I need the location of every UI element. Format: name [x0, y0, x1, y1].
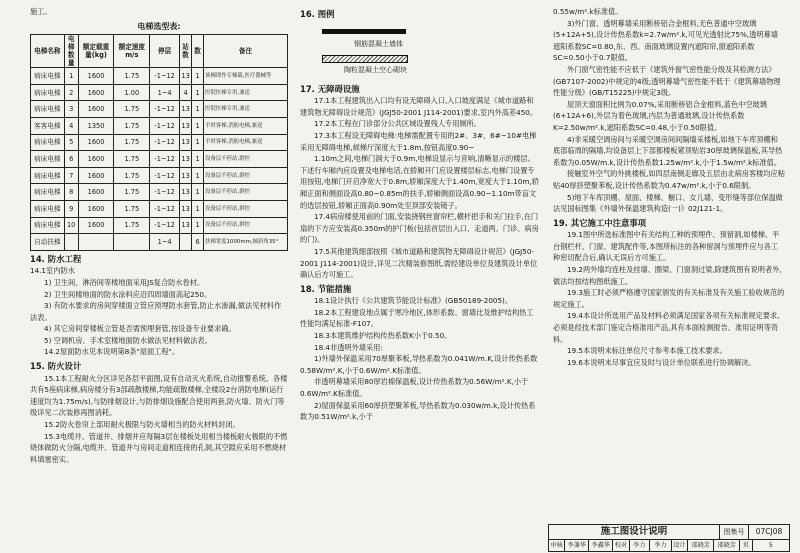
paragraph: 屋顶天窗面积比例为0.07%,采用断桥铝合金框料,蓝色中空玻璃(6+12A+6),外层为着色玻璃,内层为普通玻璃,设计传热系数K=2.50w/m².k,遮阳系数SC=0.48,小于0.50限值。: [553, 99, 767, 132]
table-row: [31, 84, 288, 101]
table-cell: 1.75: [114, 117, 150, 134]
table-cell: -1~12: [150, 200, 180, 217]
paragraph: 1) 卫生间、淋浴间等楼地面采用JS复合防水卷材。: [44, 277, 205, 287]
energy-continued-body: [553, 6, 785, 215]
table-cell: 设备层不停站,群控: [204, 217, 288, 234]
table-cell: 该梯即作专梯载,医疗器械等: [204, 68, 288, 85]
section-18-title: 18. 节能措施: [300, 283, 352, 294]
paragraph: 15.3电缆井、管道井、排烟井应每隔3层在楼板处用相当楼板耐火极限的不燃烧体做防火分隔,电缆井、管道井与房间走道相连接的孔洞,其空隙应采用不燃烧材料填塞密实。: [30, 431, 288, 464]
signature-cell: 页: [740, 540, 753, 551]
section-19-title: 19. 其它施工中注意事项: [553, 217, 647, 228]
table-cell: -1~12: [150, 167, 180, 184]
table-cell: 1: [192, 101, 204, 118]
table-cell: 1.75: [114, 200, 150, 217]
table-cell: 1.75: [114, 134, 150, 151]
table-row: [31, 101, 288, 118]
section-15-title: 15. 防火设计: [30, 361, 82, 372]
signature-cell: 邵晓芳: [688, 540, 714, 551]
signature-cell: 邵晓芳: [714, 540, 740, 551]
paragraph: 3)外门窗、透明幕墙采用断桥铝合金框料,无色普通中空玻璃(5+12A+5),设计传热系数k=2.7w/m².k,可见光透射比75%,透明幕墙遮阳系数SC=0.80,东、西、南面玻璃设置内遮阳帘,窗遮阳系数SC=0.50小于0.7限值。: [553, 18, 778, 63]
paragraph: 15.1本工程耐火分区详见各层平面图,设有自动灭火系统,自动报警系统。各楼共有5座病床梯,病房楼分有3部疏散楼梯,均能疏散楼梯,全楼设2台消防电梯(运行速度均为1.75m/s),与防排烟设计,与防排烟设施配合使用两套,防火墙、防火门等级详见二次装修再图消耗。: [30, 373, 288, 418]
left-column: [30, 6, 288, 465]
table-cell: 1: [192, 200, 204, 217]
table-row: [31, 134, 288, 151]
section-17-body: [300, 95, 540, 281]
table-row: [31, 200, 288, 217]
paragraph: 19.2两外墙均连柱及挂墙、圈梁、门窗洞过梁,除建筑图有说明者外,做法均按结构图纸施工。: [553, 265, 782, 286]
table-cell: 1600: [78, 200, 114, 217]
table-cell: 1600: [78, 151, 114, 168]
table-cell: 平时客梯,消防电梯,兼送: [204, 134, 288, 151]
table-cell: 设备层不停站,群控: [204, 167, 288, 184]
table-cell: 设备层不停站,群控: [204, 184, 288, 201]
table-cell: [78, 234, 114, 251]
table-header-cell: 电梯数量: [64, 35, 78, 68]
atlas-label: 图集号: [720, 525, 749, 540]
lead-text: 施工。: [30, 7, 52, 16]
table-cell: 1~4: [150, 84, 180, 101]
paragraph: 3) 有防水要求的房间穿楼面立管应预埋防水套管,防止水渗漏,做法见材料作法表。: [30, 301, 282, 322]
section-15-body: [30, 373, 288, 466]
paragraph: 14.1室内防水: [30, 266, 75, 276]
table-cell: 病床电梯: [31, 167, 65, 184]
table-row: [31, 68, 288, 85]
table-cell: 13: [180, 134, 192, 151]
table-cell: 设备层不停站,群控: [204, 151, 288, 168]
paragraph: 15.2防火卷帘上部用耐火极限与防火墙相当的防火材料封闭。: [44, 420, 240, 430]
table-cell: 扶梯宽度1000mm,倾斜角35°: [204, 234, 288, 251]
paragraph: 5) 空调机房、手术室楼地面防水做法见材料做法表。: [44, 335, 212, 345]
table-cell: 1: [192, 117, 204, 134]
table-cell: 自动扶梯: [31, 234, 65, 251]
table-cell: 1.75: [114, 68, 150, 85]
legend-label-concrete: 钢筋混凝土墙体: [354, 39, 403, 48]
table-cell: 13: [180, 200, 192, 217]
block-wall-swatch: [322, 55, 408, 63]
paragraph: 1.10m之间,电梯门洞大于0.9m,电梯设显示与音响,清晰显示的楼层。下述行车厢内应设置及电梯电话,在轿厢开门应设置楼层标志,电梯门设置专用按钮,电梯门开启净宽大于0.8m,轿厢深度大于1.40m,宽度大于1.10m,轿厢正面和侧面设高0.80~0.85m的扶手,轿厢侧面设高0.90~1.10m带盲文的选层按钮,轿厢正面高0.90m处至顶部安装镜子。: [300, 154, 539, 210]
table-cell: 1~4: [150, 234, 180, 251]
table-cell: 1.75: [114, 184, 150, 201]
table-cell: 医院医梯专用,兼送: [204, 84, 288, 101]
table-cell: 2: [64, 84, 78, 101]
signature-cell: 李力: [630, 540, 650, 551]
table-row: [31, 234, 288, 251]
table-cell: 1: [192, 84, 204, 101]
signature-cell: 设计: [672, 540, 688, 551]
table-row: [31, 217, 288, 234]
table-cell: 13: [180, 217, 192, 234]
table-cell: [180, 234, 192, 251]
signature-row: [549, 540, 789, 551]
right-column: [553, 6, 785, 368]
table-cell: -1~12: [150, 68, 180, 85]
atlas-number: 07CJ08: [749, 525, 789, 540]
table-cell: 1600: [78, 217, 114, 234]
table-cell: 13: [180, 68, 192, 85]
table-cell: 1600: [78, 167, 114, 184]
paragraph: 2) 卫生间楼地面的防水涂料应沿四周墙面高起250。: [44, 289, 212, 299]
table-cell: 医院医梯专用,兼送: [204, 101, 288, 118]
paragraph: 17.1本工程建筑出入口均有设无障碍入口,入口坡度满足《城市道路和建筑物无障碍设计规范》(JGJ50-2001 J114-2001)要求,室内外高差450。: [300, 96, 538, 117]
paragraph: 19.6本说明未尽事宜应及时与设计单位联系进行协调解决。: [567, 357, 756, 367]
table-cell: 平时客梯,消防电梯,兼送: [204, 117, 288, 134]
table-cell: 13: [180, 184, 192, 201]
table-cell: 4: [64, 117, 78, 134]
paragraph: 17.3本工程设无障碍电梯:电梯需配置专用的2#、3#、6#~10#电梯采用无障碍电梯,候梯厅深度大于1.8m,按钮高度0.90~: [300, 130, 537, 152]
table-cell: 1.75: [114, 217, 150, 234]
table-cell: 10: [64, 217, 78, 234]
signature-cell: 校对: [613, 540, 629, 551]
section-14-title: 14. 防水工程: [30, 253, 82, 264]
table-cell: 病床电梯: [31, 84, 65, 101]
table-cell: 1600: [78, 134, 114, 151]
table-row: [31, 167, 288, 184]
table-header-cell: 停层: [150, 35, 180, 68]
paragraph: 18.1设计执行《公共建筑节能设计标准》(GB50189-2005)。: [314, 296, 513, 306]
elevator-table: [30, 34, 288, 251]
section-17-title: 17. 无障碍设施: [300, 83, 360, 94]
table-cell: 6: [64, 151, 78, 168]
table-row: [31, 184, 288, 201]
table-cell: -1~12: [150, 217, 180, 234]
table-cell: 1600: [78, 184, 114, 201]
table-header-cell: 备注: [204, 35, 288, 68]
signature-cell: 李鑫华: [589, 540, 613, 551]
middle-column: [300, 6, 540, 423]
concrete-wall-swatch: [322, 29, 406, 34]
table-cell: -1~12: [150, 134, 180, 151]
table-cell: 1.75: [114, 167, 150, 184]
table-header-cell: 额定载重量(kg): [78, 35, 114, 68]
table-cell: 客客电梯: [31, 117, 65, 134]
signature-cell: 李兼华: [565, 540, 589, 551]
table-cell: 13: [180, 101, 192, 118]
table-cell: 8: [64, 184, 78, 201]
paragraph: 19.5本说明未标注单位尺寸参考本施工技术要求。: [567, 346, 727, 356]
section-14-body: [30, 265, 288, 358]
paragraph: 4)非采暖空调房间与采暖空调房间间隔墙采楼板,如地下车库顶棚和底部临周的隔墙,均设备层上下部都楼板紧顶贴岩30厚玻璃保温板,其导热系数为0.05W/m.k,设计传热系数1.25w/m².k,小于1.5w/m².k标准值。: [553, 134, 783, 167]
paragraph: 外门窗气密性能不应低于《建筑外窗气密性能分级及其检测方法》(GB7107-2002)中规定的4级;透明幕墙气密性能不低于《建筑幕墙物理性能分级》(GB/T15225)中规定3级。: [553, 64, 781, 98]
table-cell: 13: [180, 117, 192, 134]
table-header-cell: 数: [192, 35, 204, 68]
elevator-table-title: 电梯选型表:: [137, 21, 181, 31]
paragraph: 19.3施工时必须严格遵守国家颁发的有关标准及有关施工验收规范的规定施工。: [553, 288, 785, 309]
paragraph: 17.4病房楼使用前的门面,安装挠钢丝窗帘栏,横杆把手和关门拉手,在门扇的下方应安装高0.350m的护门板(包括首层出入口、走道两、门诊、病房的门)。: [300, 212, 539, 245]
table-header-cell: 站数: [180, 35, 192, 68]
paragraph: 非透明幕墙采用80厚岩棉保温板,设计传热系数为0.56W/m².K,小于0.6W/m².K标准值。: [300, 377, 529, 399]
section-18-body: [300, 295, 540, 423]
table-row: [31, 117, 288, 134]
table-cell: -1~12: [150, 151, 180, 168]
table-cell: 病床电梯: [31, 68, 65, 85]
table-cell: 病床电梯: [31, 134, 65, 151]
section-19-body: [553, 229, 785, 368]
paragraph: 17.5其他建筑细部按照《城市道路和建筑物无障碍设计规范》(JGJ50-2001 J114-2001)设计,详见二次精装修图纸,需经建设单位及建筑设计单位确认后方可施工。: [300, 246, 538, 280]
table-cell: 4: [180, 84, 192, 101]
table-cell: 病床电梯: [31, 151, 65, 168]
paragraph: 4) 其它房间穿楼板立管是否需预埋套管,按设备专业要求确。: [44, 324, 236, 334]
table-cell: 5: [64, 134, 78, 151]
table-cell: 病床电梯: [31, 217, 65, 234]
table-cell: 1: [64, 68, 78, 85]
table-cell: 1: [192, 167, 204, 184]
table-cell: 1.00: [114, 84, 150, 101]
table-header-cell: 额定速度m/s: [114, 35, 150, 68]
table-cell: 1: [192, 151, 204, 168]
table-header-cell: 电梯名称: [31, 35, 65, 68]
table-header-row: [31, 35, 288, 68]
table-cell: -1~12: [150, 184, 180, 201]
table-cell: [114, 234, 150, 251]
paragraph: 18.4非透明外墙采用:: [314, 342, 383, 352]
table-cell: 病床电梯: [31, 101, 65, 118]
table-cell: -1~12: [150, 101, 180, 118]
table-cell: -1~12: [150, 117, 180, 134]
drawing-title: 施工图设计说明: [549, 525, 720, 540]
table-cell: 7: [64, 167, 78, 184]
table-cell: 1350: [78, 117, 114, 134]
table-cell: 13: [180, 151, 192, 168]
table-cell: 1600: [78, 68, 114, 85]
table-cell: 1600: [78, 101, 114, 118]
paragraph: 0.55w/m².k标准值。: [553, 7, 623, 16]
legend: [300, 25, 540, 81]
table-cell: 9: [64, 200, 78, 217]
paragraph: 14.2屋面防水见本说明第8条"屋面工程"。: [44, 347, 180, 357]
table-cell: 1: [192, 134, 204, 151]
table-cell: 3: [64, 101, 78, 118]
table-cell: 病床电梯: [31, 184, 65, 201]
signature-cell: 审核: [549, 540, 565, 551]
paragraph: 1)外墙外保温采用70厚聚苯板,导热系数为0.041W/m.K,设计传热系数0.58W/m².K,小于0.6W/m².K标准值。: [300, 354, 538, 375]
signature-cell: 5: [768, 542, 773, 549]
table-cell: 病床电梯: [31, 200, 65, 217]
paragraph: 18.3本建筑维护结构传热系数K小于0.50。: [314, 331, 452, 341]
table-cell: 设备层不停站,群控: [204, 200, 288, 217]
table-cell: 1.75: [114, 151, 150, 168]
signature-cell: 李力: [650, 540, 672, 551]
paragraph: 18.2本工程建设地点属于寒冷地区,体形系数、窗墙比及维护结构热工性能均满足标准-F107。: [300, 307, 534, 329]
table-row: [31, 151, 288, 168]
section-16-title: 16. 图例: [300, 9, 335, 19]
table-cell: 1: [192, 217, 204, 234]
table-cell: 1.75: [114, 101, 150, 118]
table-cell: 1: [192, 68, 204, 85]
legend-label-block: 陶粒混凝土空心砌块: [344, 65, 407, 74]
table-cell: 6: [192, 234, 204, 251]
title-block: [548, 524, 790, 552]
table-cell: 13: [180, 167, 192, 184]
paragraph: 19.4本设计所选用产品及材料必须满足国家各项有关标准规定要求,必须是经技术部门鉴定合格准用产品,具有本面检测报告、准用证明等资料。: [553, 311, 780, 344]
paragraph: 接触室外空气的外挑楼板,如四层南侧走廊及五层由北病房客楼均应粘贴40厚挤塑聚苯板,设计传热系数为0.47w/m².k,小于0.6限制。: [553, 169, 785, 190]
paragraph: 19.1图中所选标准图中有关结构工种的预埋件、预留洞,如楼梯、平台钢栏杆、门窗、建筑配件等,本图所标注的各种留洞与预埋件应与各工种密切配合后,确认无误后方可施工。: [553, 230, 780, 263]
table-cell: [64, 234, 78, 251]
paragraph: 5)地下车库顶棚、屋面、楼梯、橱口、女儿墙、变形缝等部位保温做法见国标图集《外墙外保温建筑构造(一)》02J121-1。: [553, 192, 783, 214]
table-cell: 1600: [78, 84, 114, 101]
paragraph: 17.2本工程在门诊部分公共区域设置残人专用厕所。: [314, 119, 481, 129]
paragraph: 2)屋面保温采用60厚挤塑聚苯板,导热系数为0.030w/m.k,设计传热系数为0.51W/m².k,小于: [300, 400, 536, 422]
table-cell: 1: [192, 184, 204, 201]
